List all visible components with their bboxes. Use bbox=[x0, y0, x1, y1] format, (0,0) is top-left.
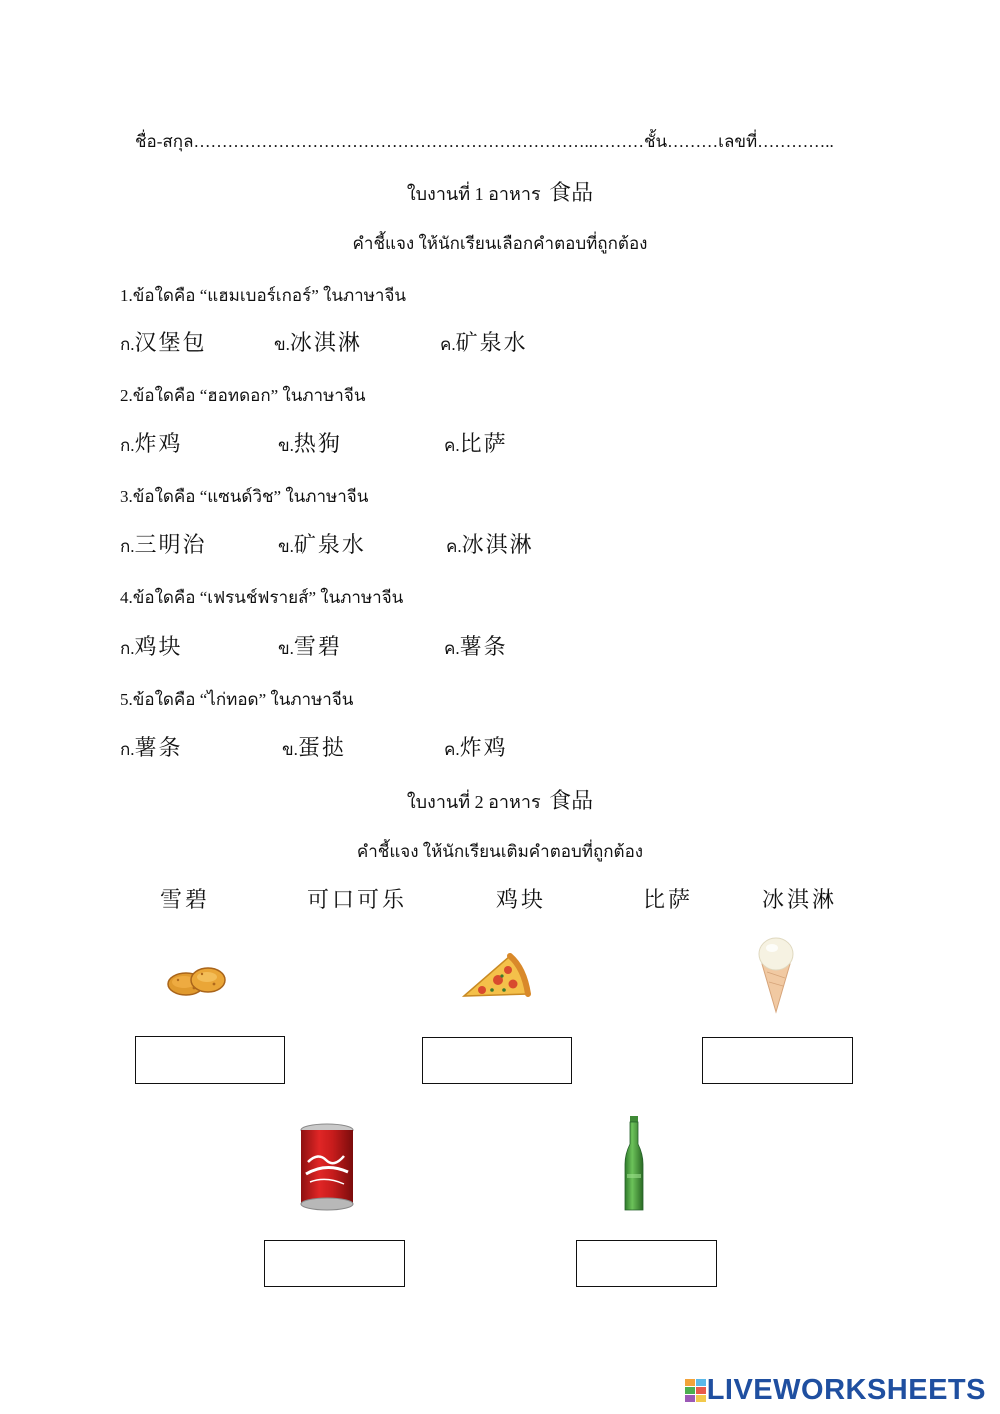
question-5: 5.ข้อใดคือ “ไก่ทอด” ในภาษาจีน bbox=[120, 690, 354, 709]
worksheet2-title bbox=[0, 784, 1000, 816]
word-bank-item: 可口可乐 bbox=[307, 888, 408, 913]
cola-can-image bbox=[296, 1122, 358, 1212]
worksheet1-title-chinese: 食品 bbox=[549, 181, 594, 206]
liveworksheets-logo-icon bbox=[685, 1379, 707, 1403]
worksheet2-instruction: คำชี้แจง ให้นักเรียนเติมคำตอบที่ถูกต้อง bbox=[356, 842, 644, 861]
ice-cream-cone-image bbox=[752, 934, 800, 1014]
q2-option-a[interactable]: ก.炸鸡 bbox=[120, 432, 183, 457]
q3-option-c[interactable]: ค.冰淇淋 bbox=[446, 533, 534, 558]
answer-box-ice-cream[interactable] bbox=[702, 1037, 853, 1084]
q2-option-c[interactable]: ค.比萨 bbox=[444, 432, 508, 457]
answer-box-pizza[interactable] bbox=[422, 1037, 572, 1084]
q2-option-b[interactable]: ข.热狗 bbox=[278, 432, 342, 457]
liveworksheets-logo[interactable] bbox=[685, 1374, 986, 1407]
name-class-number-line: ชื่อ-สกุล……………………………………………………………..………ชั้น………เลขที่………….. bbox=[135, 132, 834, 151]
word-bank-item: 比萨 bbox=[643, 888, 694, 913]
green-soda-bottle-image bbox=[620, 1114, 648, 1214]
word-bank-item: 鸡块 bbox=[496, 888, 547, 913]
question-4: 4.ข้อใดคือ “เฟรนช์ฟรายส์” ในภาษาจีน bbox=[120, 588, 404, 607]
question-3: 3.ข้อใดคือ “แซนด์วิช” ในภาษาจีน bbox=[120, 487, 369, 506]
q4-option-c[interactable]: ค.薯条 bbox=[444, 635, 508, 660]
pizza-slice-image bbox=[458, 950, 532, 1002]
question-1: 1.ข้อใดคือ “แฮมเบอร์เกอร์” ในภาษาจีน bbox=[120, 286, 407, 305]
q1-option-b[interactable]: ข.冰淇淋 bbox=[274, 331, 362, 356]
q1-option-a[interactable]: ก.汉堡包 bbox=[120, 331, 207, 356]
liveworksheets-logo-text: LIVEWORKSHEETS bbox=[706, 1374, 986, 1406]
worksheet1-instruction: คำชี้แจง ให้นักเรียนเลือกคำตอบที่ถูกต้อง bbox=[352, 234, 648, 253]
answer-box-soda[interactable] bbox=[576, 1240, 717, 1287]
worksheet2-title-chinese: 食品 bbox=[549, 789, 594, 814]
chicken-nuggets-image bbox=[164, 958, 230, 1000]
question-2: 2.ข้อใดคือ “ฮอทดอก” ในภาษาจีน bbox=[120, 386, 366, 405]
worksheet1-title-thai: ใบงานที่ 1 อาหาร bbox=[406, 184, 541, 204]
answer-box-nuggets[interactable] bbox=[135, 1036, 285, 1084]
word-bank-item: 冰淇淋 bbox=[762, 888, 838, 913]
q4-option-a[interactable]: ก.鸡块 bbox=[120, 635, 183, 660]
q3-option-b[interactable]: ข.矿泉水 bbox=[278, 533, 366, 558]
worksheet2-title-thai: ใบงานที่ 2 อาหาร bbox=[406, 792, 541, 812]
q3-option-a[interactable]: ก.三明治 bbox=[120, 533, 207, 558]
q4-option-b[interactable]: ข.雪碧 bbox=[278, 635, 342, 660]
q5-option-a[interactable]: ก.薯条 bbox=[120, 736, 183, 761]
q5-option-c[interactable]: ค.炸鸡 bbox=[444, 736, 508, 761]
worksheet1-title bbox=[0, 176, 1000, 208]
word-bank-item: 雪碧 bbox=[160, 888, 211, 913]
answer-box-cola[interactable] bbox=[264, 1240, 405, 1287]
q5-option-b[interactable]: ข.蛋挞 bbox=[282, 736, 346, 761]
q1-option-c[interactable]: ค.矿泉水 bbox=[440, 331, 528, 356]
